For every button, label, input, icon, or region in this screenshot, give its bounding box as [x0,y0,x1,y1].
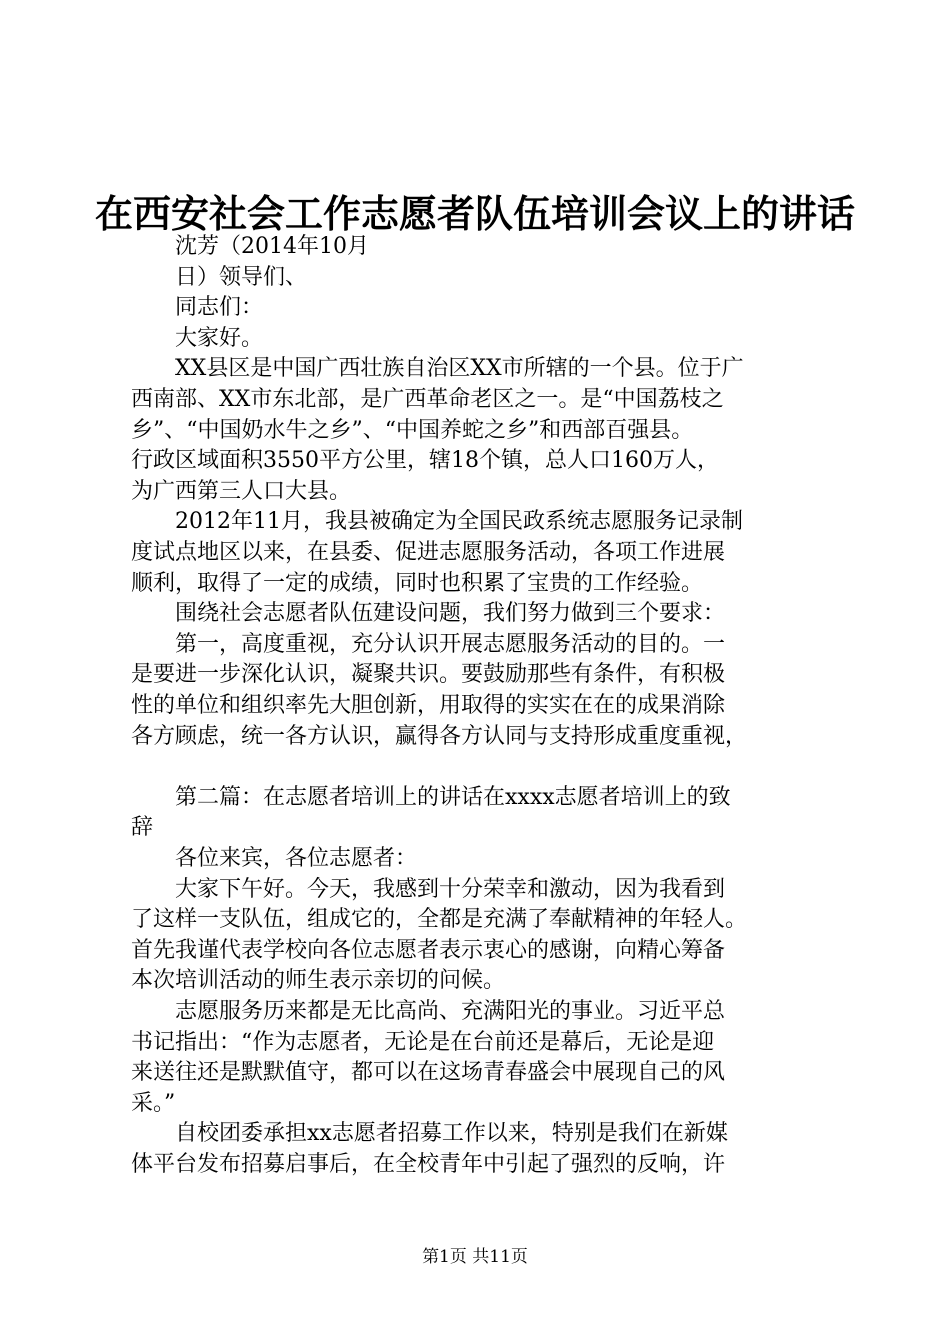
text-line: 2012年11月，我县被确定为全国民政系统志愿服务记录制 [131,509,743,535]
text-line: 首先我谨代表学校向各位志愿者表示衷心的感谢，向精心筹备 [131,937,726,963]
text-line: 来送往还是默默值守，都可以在这场青春盛会中展现自己的风 [131,1060,726,1086]
page-footer: 第1页 共11页 [422,1247,528,1267]
text-line: 体平台发布招募启事后，在全校青年中引起了强烈的反响，许 [131,1152,726,1177]
text-line: 志愿服务历来都是无比高尚、充满阳光的事业。习近平总 [131,999,726,1024]
text-line: 各方顾虑，统一各方认识，赢得各方认同与支持形成重度重视， [131,723,748,749]
text-line: 乡”、“中国奶水牛之乡”、“中国养蛇之乡”和西部百强县。 [131,417,694,443]
text-line: 沈芳（2014年10月 [131,234,369,259]
text-line: 采。” [131,1090,176,1116]
text-line: 辞 [131,815,154,841]
text-line: 度试点地区以来，在县委、促进志愿服务活动，各项工作进展 [131,540,726,565]
text-line: 日）领导们、 [131,264,308,290]
text-line: 西南部、XX市东北部，是广西革命老区之一。是“中国荔枝之 [131,387,724,412]
text-line: 行政区域面积3550平方公里，辖18个镇，总人口160万人， [131,448,719,474]
text-line: 第二篇：在志愿者培训上的讲话在xxxx志愿者培训上的致 [131,784,731,810]
text-line: 各位来宾，各位志愿者： [131,846,418,871]
text-line: 书记指出：“作为志愿者，无论是在台前还是幕后，无论是迎 [131,1029,715,1055]
text-line: 大家好。 [131,325,264,351]
text-line: 性的单位和组织率先大胆创新，用取得的实实在在的成果消除 [131,693,726,718]
text-line: XX县区是中国广西壮族自治区XX市所辖的一个县。位于广 [131,356,744,382]
document-title: 在西安社会工作志愿者队伍培训会议上的讲话 [94,191,855,236]
text-line: 同志们： [131,295,264,321]
text-line: 第一，高度重视，充分认识开展志愿服务活动的目的。一 [131,631,726,657]
text-line: 自校团委承担xx志愿者招募工作以来，特别是我们在新媒 [131,1121,728,1147]
text-line: 本次培训活动的师生表示亲切的问候。 [131,968,506,994]
text-line: 围绕社会志愿者队伍建设问题，我们努力做到三个要求： [131,601,726,627]
text-line: 了这样一支队伍，组成它的，全都是充满了奉献精神的年轻人。 [131,907,748,933]
text-line: 顺利，取得了一定的成绩，同时也积累了宝贵的工作经验。 [131,570,704,596]
text-line: 为广西第三人口大县。 [131,478,352,504]
text-line: 大家下午好。今天，我感到十分荣幸和激动，因为我看到 [131,876,726,902]
text-line: 是要进一步深化认识，凝聚共识。要鼓励那些有条件，有积极 [131,662,726,688]
